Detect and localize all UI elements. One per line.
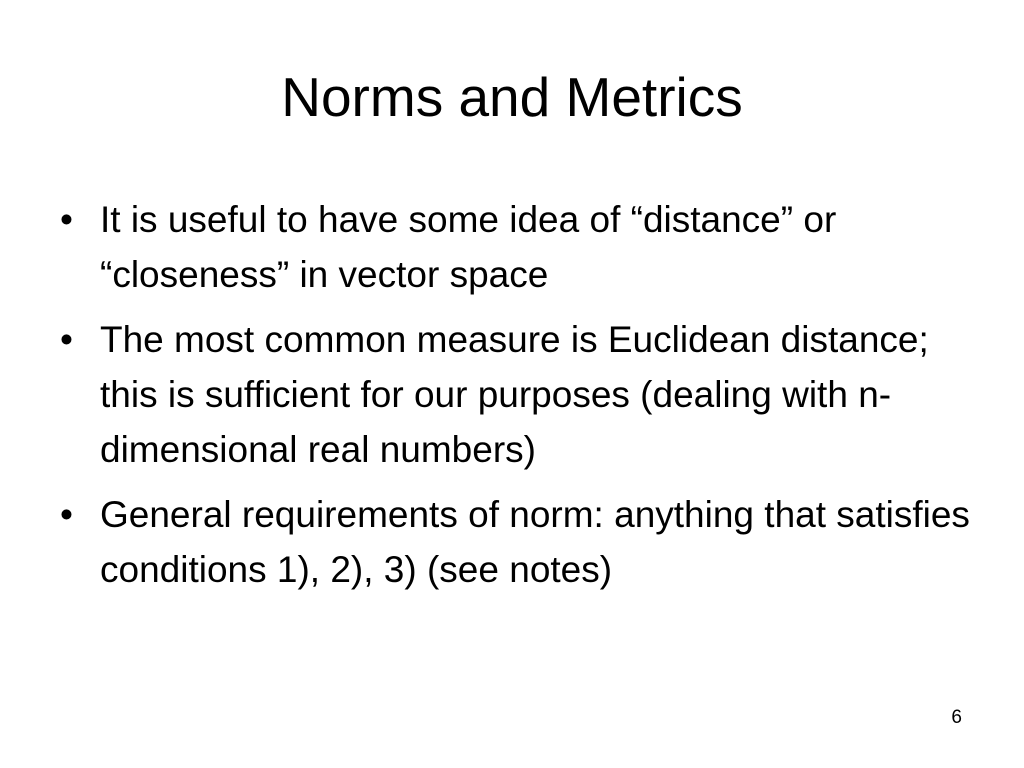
bullet-text: The most common measure is Euclidean distance; this is sufficient for our purposes (dealing with n-dimensional real numbers) [100, 319, 929, 470]
bullet-icon: • [60, 494, 73, 535]
bullet-icon: • [60, 319, 73, 360]
bullet-item [55, 192, 975, 302]
bullet-text: General requirements of norm: anything that satisfies conditions 1), 2), 3) (see notes) [100, 494, 970, 590]
slide-title: Norms and Metrics [281, 66, 743, 128]
bullet-list [55, 192, 975, 607]
bullet-item [55, 487, 975, 597]
page-number: 6 [951, 707, 962, 728]
bullet-icon: • [60, 199, 73, 240]
bullet-text: It is useful to have some idea of “distance” or “closeness” in vector space [100, 199, 837, 295]
bullet-item [55, 312, 975, 477]
